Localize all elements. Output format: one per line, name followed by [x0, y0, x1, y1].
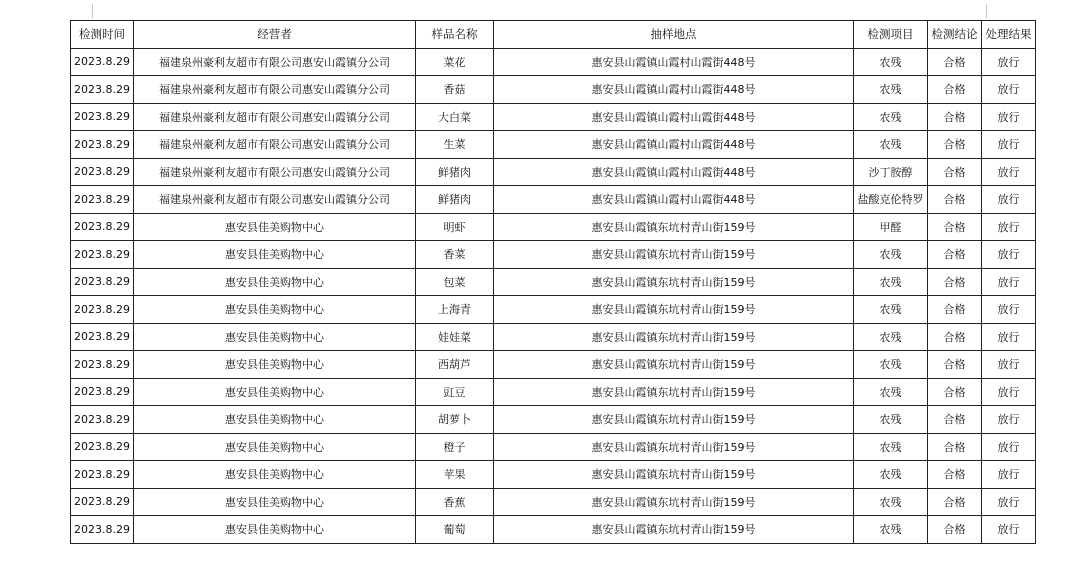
cell-inspection-date: 2023.8.29 — [71, 516, 134, 544]
cell-inspection-date: 2023.8.29 — [71, 323, 134, 351]
cell-operator: 惠安县佳美购物中心 — [134, 213, 416, 241]
cell-handling-result: 放行 — [982, 158, 1036, 186]
cell-test-conclusion: 合格 — [928, 323, 982, 351]
cell-sampling-location: 惠安县山霞镇东坑村青山街159号 — [494, 488, 854, 516]
cell-test-item: 农残 — [854, 378, 928, 406]
table-row — [71, 323, 1036, 351]
cell-inspection-date: 2023.8.29 — [71, 378, 134, 406]
cell-test-conclusion: 合格 — [928, 516, 982, 544]
cell-test-item: 农残 — [854, 131, 928, 159]
cell-inspection-date: 2023.8.29 — [71, 406, 134, 434]
cell-sample-name: 娃娃菜 — [416, 323, 494, 351]
cell-handling-result: 放行 — [982, 131, 1036, 159]
cell-test-conclusion: 合格 — [928, 406, 982, 434]
cell-sampling-location: 惠安县山霞镇东坑村青山街159号 — [494, 461, 854, 489]
table-row — [71, 351, 1036, 379]
cell-sample-name: 橙子 — [416, 433, 494, 461]
cell-sample-name: 上海青 — [416, 296, 494, 324]
cell-handling-result: 放行 — [982, 48, 1036, 76]
cell-sampling-location: 惠安县山霞镇东坑村青山街159号 — [494, 213, 854, 241]
cell-inspection-date: 2023.8.29 — [71, 48, 134, 76]
table-row — [71, 461, 1036, 489]
cell-inspection-date: 2023.8.29 — [71, 433, 134, 461]
table-row — [71, 241, 1036, 269]
cell-sampling-location: 惠安县山霞镇东坑村青山街159号 — [494, 351, 854, 379]
cell-sampling-location: 惠安县山霞镇东坑村青山街159号 — [494, 378, 854, 406]
cell-test-item: 盐酸克伦特罗 — [854, 186, 928, 214]
cell-handling-result: 放行 — [982, 296, 1036, 324]
table-row — [71, 103, 1036, 131]
cell-handling-result: 放行 — [982, 516, 1036, 544]
table-row — [71, 213, 1036, 241]
cell-sampling-location: 惠安县山霞镇山霞村山霞街448号 — [494, 158, 854, 186]
cell-inspection-date: 2023.8.29 — [71, 488, 134, 516]
cell-handling-result: 放行 — [982, 378, 1036, 406]
cell-sample-name: 明虾 — [416, 213, 494, 241]
cell-handling-result: 放行 — [982, 351, 1036, 379]
table-row — [71, 186, 1036, 214]
cell-sample-name: 西葫芦 — [416, 351, 494, 379]
cell-operator: 福建泉州豪利友超市有限公司惠安山霞镇分公司 — [134, 158, 416, 186]
cell-operator: 惠安县佳美购物中心 — [134, 433, 416, 461]
cell-handling-result: 放行 — [982, 488, 1036, 516]
cell-test-item: 农残 — [854, 48, 928, 76]
cell-test-conclusion: 合格 — [928, 213, 982, 241]
inspection-results-table — [70, 20, 1036, 544]
cell-handling-result: 放行 — [982, 323, 1036, 351]
header-sample-name: 样品名称 — [416, 21, 494, 49]
header-test-conclusion: 检测结论 — [928, 21, 982, 49]
cell-operator: 福建泉州豪利友超市有限公司惠安山霞镇分公司 — [134, 76, 416, 104]
cell-sampling-location: 惠安县山霞镇山霞村山霞街448号 — [494, 103, 854, 131]
cell-sample-name: 香菜 — [416, 241, 494, 269]
cell-test-conclusion: 合格 — [928, 103, 982, 131]
cell-handling-result: 放行 — [982, 433, 1036, 461]
cell-inspection-date: 2023.8.29 — [71, 131, 134, 159]
cell-sample-name: 菜花 — [416, 48, 494, 76]
page-corner-mark-right — [986, 4, 987, 18]
cell-test-item: 农残 — [854, 323, 928, 351]
cell-sample-name: 鲜猪肉 — [416, 186, 494, 214]
cell-inspection-date: 2023.8.29 — [71, 296, 134, 324]
cell-operator: 福建泉州豪利友超市有限公司惠安山霞镇分公司 — [134, 131, 416, 159]
cell-test-item: 农残 — [854, 268, 928, 296]
page-corner-mark-left — [92, 4, 93, 18]
cell-sampling-location: 惠安县山霞镇山霞村山霞街448号 — [494, 131, 854, 159]
cell-operator: 惠安县佳美购物中心 — [134, 296, 416, 324]
cell-test-conclusion: 合格 — [928, 378, 982, 406]
table-row — [71, 76, 1036, 104]
cell-sampling-location: 惠安县山霞镇山霞村山霞街448号 — [494, 48, 854, 76]
table-row — [71, 406, 1036, 434]
cell-operator: 惠安县佳美购物中心 — [134, 488, 416, 516]
cell-operator: 惠安县佳美购物中心 — [134, 351, 416, 379]
cell-test-item: 农残 — [854, 406, 928, 434]
cell-test-conclusion: 合格 — [928, 433, 982, 461]
cell-handling-result: 放行 — [982, 406, 1036, 434]
cell-operator: 惠安县佳美购物中心 — [134, 406, 416, 434]
cell-operator: 福建泉州豪利友超市有限公司惠安山霞镇分公司 — [134, 186, 416, 214]
cell-test-item: 农残 — [854, 516, 928, 544]
cell-inspection-date: 2023.8.29 — [71, 213, 134, 241]
cell-test-conclusion: 合格 — [928, 131, 982, 159]
cell-test-conclusion: 合格 — [928, 461, 982, 489]
header-operator: 经营者 — [134, 21, 416, 49]
cell-operator: 福建泉州豪利友超市有限公司惠安山霞镇分公司 — [134, 48, 416, 76]
cell-handling-result: 放行 — [982, 186, 1036, 214]
cell-test-item: 农残 — [854, 488, 928, 516]
table-body — [71, 48, 1036, 543]
cell-sampling-location: 惠安县山霞镇东坑村青山街159号 — [494, 406, 854, 434]
table-row — [71, 488, 1036, 516]
cell-operator: 惠安县佳美购物中心 — [134, 516, 416, 544]
cell-test-conclusion: 合格 — [928, 268, 982, 296]
table-row — [71, 296, 1036, 324]
cell-test-item: 沙丁胺醇 — [854, 158, 928, 186]
cell-test-item: 农残 — [854, 103, 928, 131]
cell-inspection-date: 2023.8.29 — [71, 158, 134, 186]
cell-operator: 福建泉州豪利友超市有限公司惠安山霞镇分公司 — [134, 103, 416, 131]
cell-sample-name: 香蕉 — [416, 488, 494, 516]
table-row — [71, 158, 1036, 186]
cell-operator: 惠安县佳美购物中心 — [134, 461, 416, 489]
cell-operator: 惠安县佳美购物中心 — [134, 323, 416, 351]
cell-test-conclusion: 合格 — [928, 296, 982, 324]
cell-handling-result: 放行 — [982, 76, 1036, 104]
cell-handling-result: 放行 — [982, 213, 1036, 241]
cell-sample-name: 包菜 — [416, 268, 494, 296]
cell-inspection-date: 2023.8.29 — [71, 76, 134, 104]
cell-test-conclusion: 合格 — [928, 488, 982, 516]
cell-inspection-date: 2023.8.29 — [71, 241, 134, 269]
cell-test-item: 农残 — [854, 296, 928, 324]
cell-operator: 惠安县佳美购物中心 — [134, 241, 416, 269]
table-row — [71, 433, 1036, 461]
cell-sample-name: 葡萄 — [416, 516, 494, 544]
cell-sample-name: 生菜 — [416, 131, 494, 159]
cell-sample-name: 大白菜 — [416, 103, 494, 131]
cell-sampling-location: 惠安县山霞镇山霞村山霞街448号 — [494, 76, 854, 104]
cell-inspection-date: 2023.8.29 — [71, 103, 134, 131]
cell-test-item: 农残 — [854, 433, 928, 461]
cell-handling-result: 放行 — [982, 268, 1036, 296]
cell-sample-name: 胡萝卜 — [416, 406, 494, 434]
cell-operator: 惠安县佳美购物中心 — [134, 268, 416, 296]
cell-inspection-date: 2023.8.29 — [71, 186, 134, 214]
cell-test-conclusion: 合格 — [928, 241, 982, 269]
header-handling-result: 处理结果 — [982, 21, 1036, 49]
cell-handling-result: 放行 — [982, 461, 1036, 489]
cell-sample-name: 豇豆 — [416, 378, 494, 406]
table-row — [71, 131, 1036, 159]
table-row — [71, 516, 1036, 544]
cell-sampling-location: 惠安县山霞镇东坑村青山街159号 — [494, 323, 854, 351]
cell-sampling-location: 惠安县山霞镇东坑村青山街159号 — [494, 433, 854, 461]
cell-sample-name: 香菇 — [416, 76, 494, 104]
cell-sample-name: 鲜猪肉 — [416, 158, 494, 186]
cell-handling-result: 放行 — [982, 103, 1036, 131]
table-row — [71, 48, 1036, 76]
cell-test-conclusion: 合格 — [928, 158, 982, 186]
table-row — [71, 378, 1036, 406]
cell-inspection-date: 2023.8.29 — [71, 351, 134, 379]
cell-test-conclusion: 合格 — [928, 186, 982, 214]
cell-sampling-location: 惠安县山霞镇东坑村青山街159号 — [494, 516, 854, 544]
cell-sampling-location: 惠安县山霞镇山霞村山霞街448号 — [494, 186, 854, 214]
cell-inspection-date: 2023.8.29 — [71, 461, 134, 489]
cell-test-conclusion: 合格 — [928, 48, 982, 76]
cell-sample-name: 苹果 — [416, 461, 494, 489]
header-test-item: 检测项目 — [854, 21, 928, 49]
cell-test-item: 甲醛 — [854, 213, 928, 241]
cell-test-item: 农残 — [854, 351, 928, 379]
cell-inspection-date: 2023.8.29 — [71, 268, 134, 296]
header-sampling-location: 抽样地点 — [494, 21, 854, 49]
cell-sampling-location: 惠安县山霞镇东坑村青山街159号 — [494, 241, 854, 269]
cell-sampling-location: 惠安县山霞镇东坑村青山街159号 — [494, 268, 854, 296]
cell-test-conclusion: 合格 — [928, 351, 982, 379]
table-header-row — [71, 21, 1036, 49]
cell-operator: 惠安县佳美购物中心 — [134, 378, 416, 406]
header-inspection-date: 检测时间 — [71, 21, 134, 49]
cell-sampling-location: 惠安县山霞镇东坑村青山街159号 — [494, 296, 854, 324]
cell-test-conclusion: 合格 — [928, 76, 982, 104]
cell-test-item: 农残 — [854, 76, 928, 104]
table-row — [71, 268, 1036, 296]
cell-test-item: 农残 — [854, 241, 928, 269]
cell-test-item: 农残 — [854, 461, 928, 489]
cell-handling-result: 放行 — [982, 241, 1036, 269]
